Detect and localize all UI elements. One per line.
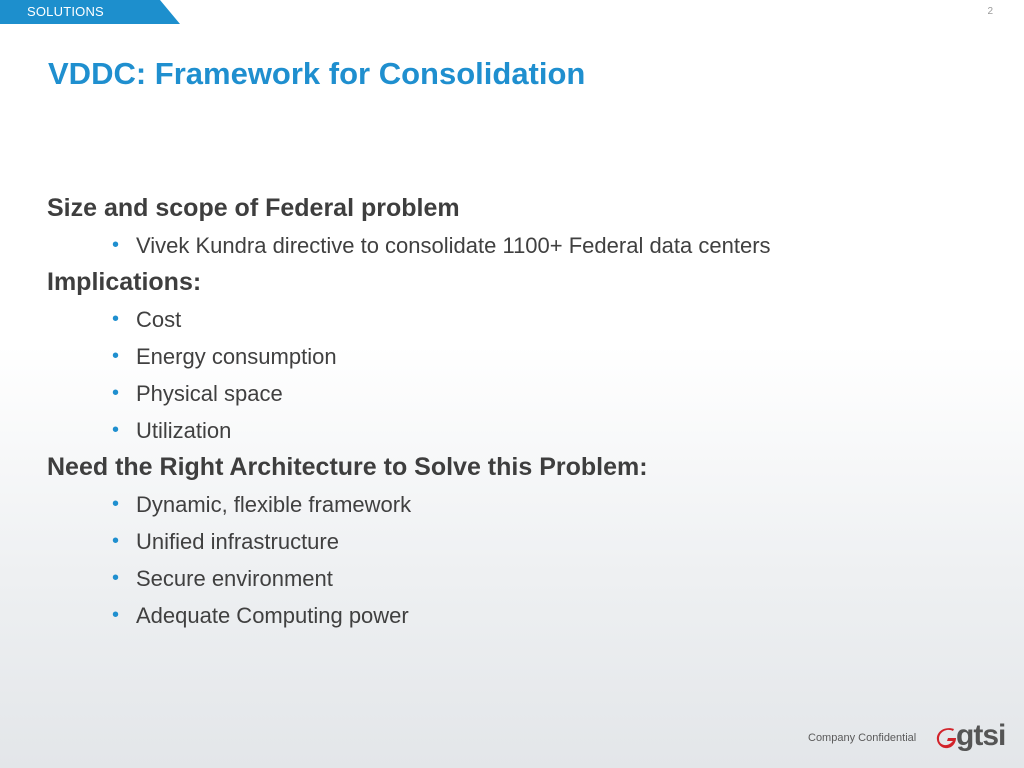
bullet-text: Utilization (136, 418, 232, 443)
logo-text: gtsi (956, 719, 1006, 752)
section-implications (47, 264, 987, 449)
slide-title: VDDC: Framework for Consolidation (48, 56, 586, 91)
bullet-icon: • (112, 567, 120, 589)
bullet-item (112, 301, 987, 338)
confidential-label: Company Confidential (808, 732, 917, 744)
bullet-item (112, 560, 987, 597)
bullet-item (112, 597, 987, 634)
gtsi-swoosh-icon (936, 727, 958, 749)
bullet-item (112, 338, 987, 375)
bullet-list (47, 227, 987, 264)
bullet-item (112, 486, 987, 523)
bullet-item (112, 227, 987, 264)
bullet-text: Cost (136, 307, 182, 332)
bullet-item (112, 375, 987, 412)
bullet-text: Dynamic, flexible framework (136, 492, 412, 517)
bullet-icon: • (112, 493, 120, 515)
bullet-icon: • (112, 382, 120, 404)
bullet-item (112, 523, 987, 560)
bullet-icon: • (112, 345, 120, 367)
bullet-list (47, 486, 987, 634)
bullet-icon: • (112, 604, 120, 626)
bullet-text: Physical space (136, 381, 283, 406)
bullet-text: Unified infrastructure (136, 529, 339, 554)
bullet-icon: • (112, 308, 120, 330)
bullet-item (112, 412, 987, 449)
bullet-icon: • (112, 530, 120, 552)
page-number: 2 (987, 6, 993, 17)
bullet-text: Vivek Kundra directive to consolidate 1100+ Federal data centers (136, 233, 771, 258)
bullet-text: Secure environment (136, 566, 333, 591)
slide-content (47, 190, 987, 634)
section-tab-label: SOLUTIONS (27, 4, 104, 19)
section-architecture (47, 449, 987, 634)
section-heading: Implications: (47, 268, 202, 296)
bullet-icon: • (112, 234, 120, 256)
section-scope (47, 190, 987, 264)
bullet-text: Adequate Computing power (136, 603, 409, 628)
section-heading: Need the Right Architecture to Solve this Problem: (47, 453, 648, 481)
bullet-icon: • (112, 419, 120, 441)
section-heading: Size and scope of Federal problem (47, 194, 460, 222)
bullet-text: Energy consumption (136, 344, 337, 369)
gtsi-logo (936, 719, 1016, 756)
bullet-list (47, 301, 987, 449)
